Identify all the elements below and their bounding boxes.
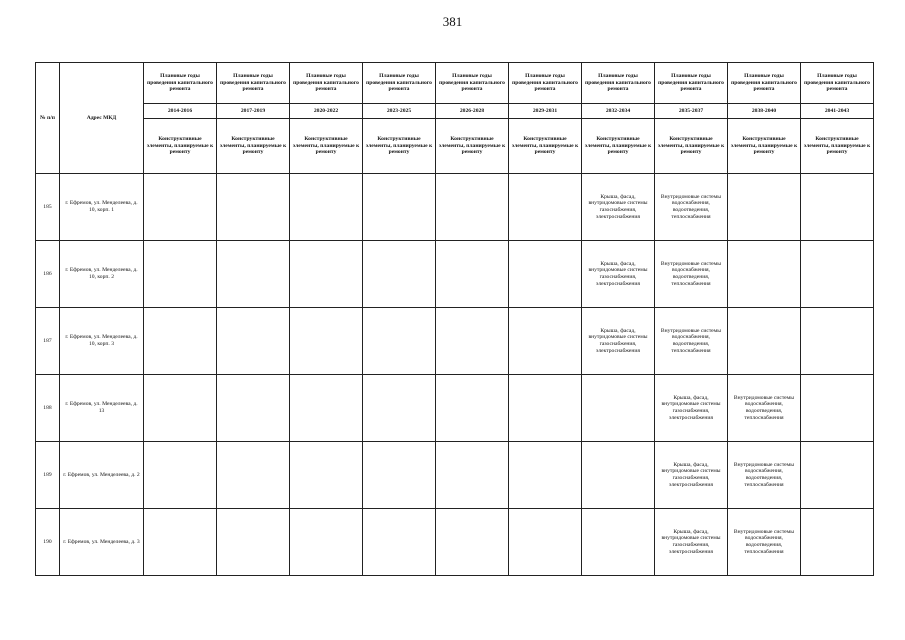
- header-address: Адрес МКД: [60, 63, 144, 174]
- work-cell: [509, 308, 582, 375]
- work-cell: Внутридомовые системы водоснабжения, водоотведения, теплоснабжения: [655, 308, 728, 375]
- header-period: 2014-2016: [144, 104, 217, 119]
- header-period: 2035-2037: [655, 104, 728, 119]
- work-cell: [144, 375, 217, 442]
- row-address: г. Ефремов, ул. Менделеева, д. 10, корп. 2: [60, 241, 144, 308]
- work-cell: Крыша, фасад, внутридомовые системы газоснабжения, электроснабжения: [655, 375, 728, 442]
- header-period: 2041-2043: [801, 104, 874, 119]
- header-num: № п/п: [36, 63, 60, 174]
- header-period: 2032-2034: [582, 104, 655, 119]
- work-cell: Крыша, фасад, внутридомовые системы газоснабжения, электроснабжения: [582, 241, 655, 308]
- table-row: [36, 442, 874, 509]
- header-elements: Конструктивные элементы, планируемые к ремонту: [290, 119, 363, 174]
- row-number: 188: [36, 375, 60, 442]
- work-cell: [801, 308, 874, 375]
- work-cell: [436, 509, 509, 576]
- row-address: г. Ефремов, ул. Менделеева, д. 10, корп. 3: [60, 308, 144, 375]
- table-row: [36, 308, 874, 375]
- work-cell: [436, 174, 509, 241]
- work-cell: [509, 442, 582, 509]
- work-cell: [509, 509, 582, 576]
- work-cell: [144, 174, 217, 241]
- row-number: 189: [36, 442, 60, 509]
- header-planned-years: Плановые годы проведения капитального ремонта: [363, 63, 436, 104]
- header-planned-years: Плановые годы проведения капитального ремонта: [582, 63, 655, 104]
- work-cell: Внутридомовые системы водоснабжения, водоотведения, теплоснабжения: [655, 241, 728, 308]
- header-period: 2020-2022: [290, 104, 363, 119]
- header-elements: Конструктивные элементы, планируемые к ремонту: [363, 119, 436, 174]
- work-cell: [144, 241, 217, 308]
- header-elements: Конструктивные элементы, планируемые к ремонту: [582, 119, 655, 174]
- work-cell: [290, 308, 363, 375]
- header-planned-years: Плановые годы проведения капитального ремонта: [144, 63, 217, 104]
- work-cell: [509, 174, 582, 241]
- header-row-periods: [36, 104, 874, 119]
- work-cell: [728, 241, 801, 308]
- row-number: 186: [36, 241, 60, 308]
- work-cell: [509, 375, 582, 442]
- row-address: г. Ефремов, ул. Менделеева, д. 13: [60, 375, 144, 442]
- header-planned-years: Плановые годы проведения капитального ремонта: [801, 63, 874, 104]
- header-planned-years: Плановые годы проведения капитального ремонта: [217, 63, 290, 104]
- page-number: 381: [442, 14, 463, 29]
- work-cell: [728, 308, 801, 375]
- work-cell: [436, 375, 509, 442]
- work-cell: Крыша, фасад, внутридомовые системы газоснабжения, электроснабжения: [582, 174, 655, 241]
- header-planned-years: Плановые годы проведения капитального ремонта: [436, 63, 509, 104]
- work-cell: [436, 241, 509, 308]
- work-cell: [144, 509, 217, 576]
- header-row-elements: [36, 119, 874, 174]
- work-cell: [436, 308, 509, 375]
- work-cell: [801, 241, 874, 308]
- work-cell: [801, 509, 874, 576]
- work-cell: [217, 241, 290, 308]
- work-cell: [217, 375, 290, 442]
- header-planned-years: Плановые годы проведения капитального ремонта: [509, 63, 582, 104]
- table-body: [36, 174, 874, 576]
- work-cell: [217, 174, 290, 241]
- work-cell: [217, 442, 290, 509]
- work-cell: Внутридомовые системы водоснабжения, водоотведения, теплоснабжения: [655, 174, 728, 241]
- table-header: [36, 63, 874, 174]
- work-cell: [217, 509, 290, 576]
- work-cell: [290, 509, 363, 576]
- work-cell: [509, 241, 582, 308]
- work-cell: Внутридомовые системы водоснабжения, водоотведения, теплоснабжения: [728, 375, 801, 442]
- row-address: г. Ефремов, ул. Менделеева, д. 2: [60, 442, 144, 509]
- header-elements: Конструктивные элементы, планируемые к ремонту: [436, 119, 509, 174]
- work-cell: Крыша, фасад, внутридомовые системы газоснабжения, электроснабжения: [582, 308, 655, 375]
- work-cell: [363, 241, 436, 308]
- work-cell: [290, 375, 363, 442]
- header-row-years: [36, 63, 874, 104]
- table-row: [36, 509, 874, 576]
- work-cell: [582, 375, 655, 442]
- work-cell: [363, 509, 436, 576]
- work-cell: [363, 375, 436, 442]
- work-cell: [801, 174, 874, 241]
- row-address: г. Ефремов, ул. Менделеева, д. 3: [60, 509, 144, 576]
- work-cell: [436, 442, 509, 509]
- row-address: г. Ефремов, ул. Менделеева, д. 10, корп. 1: [60, 174, 144, 241]
- work-cell: Внутридомовые системы водоснабжения, водоотведения, теплоснабжения: [728, 509, 801, 576]
- header-period: 2038-2040: [728, 104, 801, 119]
- row-number: 190: [36, 509, 60, 576]
- work-cell: Внутридомовые системы водоснабжения, водоотведения, теплоснабжения: [728, 442, 801, 509]
- table-row: [36, 375, 874, 442]
- row-number: 187: [36, 308, 60, 375]
- work-cell: [363, 308, 436, 375]
- work-cell: [144, 442, 217, 509]
- header-elements: Конструктивные элементы, планируемые к ремонту: [217, 119, 290, 174]
- work-cell: [144, 308, 217, 375]
- work-cell: [217, 308, 290, 375]
- header-planned-years: Плановые годы проведения капитального ремонта: [655, 63, 728, 104]
- capital-repair-plan-table: [35, 62, 874, 576]
- header-period: 2026-2028: [436, 104, 509, 119]
- header-planned-years: Плановые годы проведения капитального ремонта: [728, 63, 801, 104]
- table-row: [36, 174, 874, 241]
- header-period: 2023-2025: [363, 104, 436, 119]
- work-cell: Крыша, фасад, внутридомовые системы газоснабжения, электроснабжения: [655, 509, 728, 576]
- header-elements: Конструктивные элементы, планируемые к ремонту: [801, 119, 874, 174]
- table-row: [36, 241, 874, 308]
- header-period: 2017-2019: [217, 104, 290, 119]
- header-elements: Конструктивные элементы, планируемые к ремонту: [655, 119, 728, 174]
- work-cell: [290, 174, 363, 241]
- work-cell: [582, 442, 655, 509]
- header-elements: Конструктивные элементы, планируемые к ремонту: [728, 119, 801, 174]
- header-elements: Конструктивные элементы, планируемые к ремонту: [509, 119, 582, 174]
- work-cell: [582, 509, 655, 576]
- work-cell: [363, 442, 436, 509]
- header-planned-years: Плановые годы проведения капитального ремонта: [290, 63, 363, 104]
- work-cell: [363, 174, 436, 241]
- work-cell: [728, 174, 801, 241]
- work-cell: [290, 442, 363, 509]
- header-period: 2029-2031: [509, 104, 582, 119]
- work-cell: Крыша, фасад, внутридомовые системы газоснабжения, электроснабжения: [655, 442, 728, 509]
- header-elements: Конструктивные элементы, планируемые к ремонту: [144, 119, 217, 174]
- work-cell: [801, 375, 874, 442]
- work-cell: [290, 241, 363, 308]
- work-cell: [801, 442, 874, 509]
- row-number: 185: [36, 174, 60, 241]
